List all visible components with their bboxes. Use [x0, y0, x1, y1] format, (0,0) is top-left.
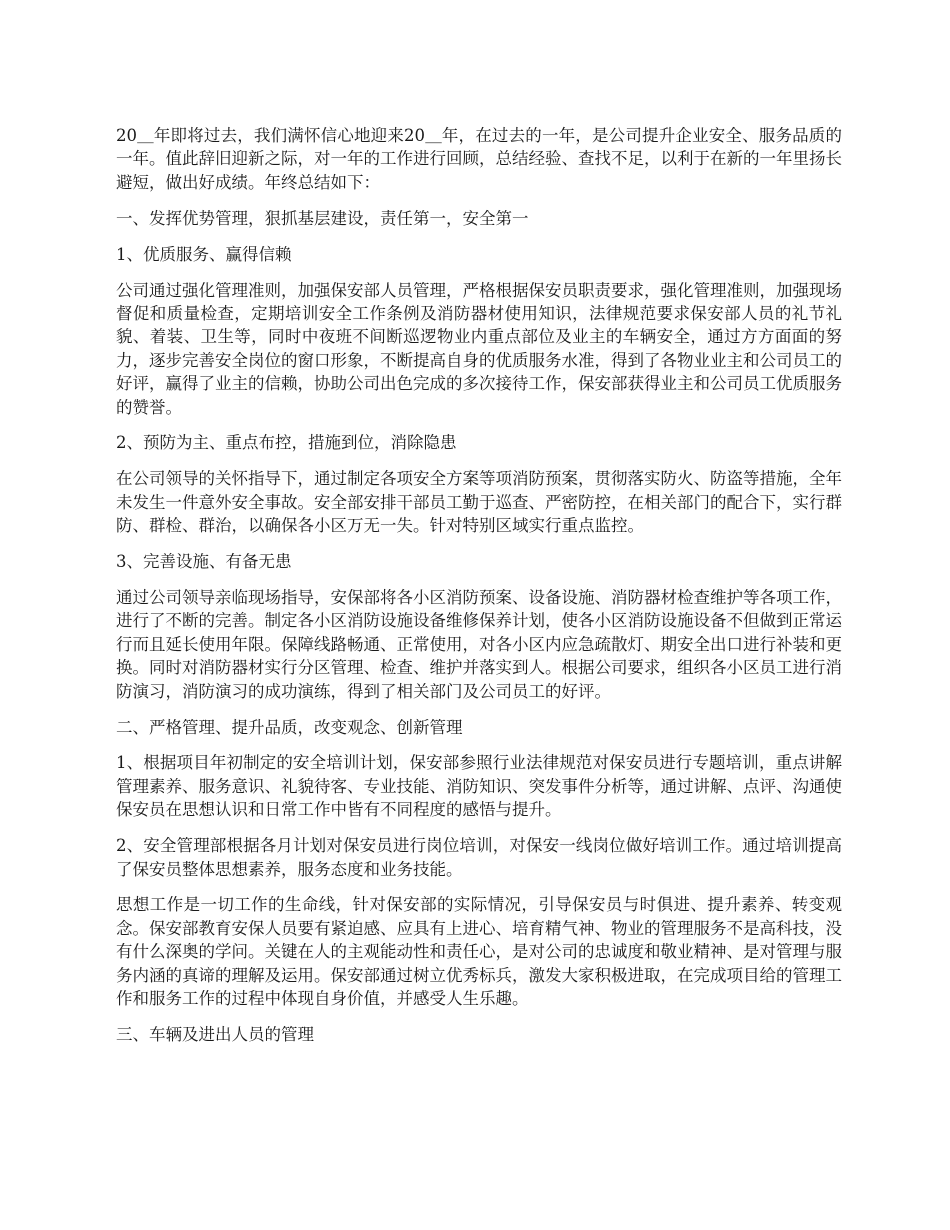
subheading-1-2: 2、预防为主、重点布控，措施到位，消除隐患	[116, 433, 457, 453]
body-paragraph: 思想工作是一切工作的生命线，针对保安部的实际情况，引导保安员与时俱进、提升素养、转变观念。保安部教育安保人员要有紧迫感、应具有上进心、培育精气神、物业的管理服务不是高科技，没有什么深奥的学问。关键在人的主观能动性和责任心，是对公司的忠诚度和敬业精神、是对管理与服务内涵的真谛的理解及运用。保安部通过树立优秀标兵，激发大家积极进取，在完成项目给的管理工作和服务工作的过程中体现自身价值，并感受人生乐趣。	[116, 895, 842, 1009]
body-paragraph: 通过公司领导亲临现场指导，安保部将各小区消防预案、设备设施、消防器材检查维护等各项工作，进行了不断的完善。制定各小区消防设施设备维修保养计划，使各小区消防设施设备不但做到正常运行而且延长使用年限。保障线路畅通、正常使用，对各小区内应急疏散灯、期安全出口进行补装和更换。同时对消防器材实行分区管理、检查、维护并落实到人。根据公司要求，组织各小区员工进行消防演习，消防演习的成功演练，得到了相关部门及公司员工的好评。	[116, 588, 842, 701]
section-heading-3: 三、车辆及进出人员的管理	[116, 1025, 314, 1044]
subheading-1-3: 3、完善设施、有备无患	[116, 552, 292, 572]
subheading-1-1: 1、优质服务、赢得信赖	[116, 244, 292, 264]
intro-paragraph: 20＿年即将过去，我们满怀信心地迎来20＿年，在过去的一年，是公司提升企业安全、服务品质的一年。值此辞旧迎新之际，对一年的工作进行回顾，总结经验、查找不足，以利于在新的一年里扬长避短，做出好成绩。年终总结如下：	[116, 126, 842, 192]
body-paragraph: 在公司领导的关怀指导下，通过制定各项安全方案等项消防预案，贯彻落实防火、防盗等措施，全年未发生一件意外安全事故。安全部安排干部员工勤于巡查、严密防控，在相关部门的配合下，实行群防、群检、群治，以确保各小区万无一失。针对特别区域实行重点监控。	[116, 469, 842, 536]
body-paragraph: 公司通过强化管理准则，加强保安部人员管理，严格根据保安员职责要求，强化管理准则，加强现场督促和质量检查，定期培训安全工作条例及消防器材使用知识，法律规范要求保安部人员的礼节礼貌、着装、卫生等，同时中夜班不间断巡逻物业内重点部位及业主的车辆安全，通过方方面面的努力，逐步完善安全岗位的窗口形象，不断提高自身的优质服务水准，得到了各物业业主和公司员工的好评，赢得了业主的信赖，协助公司出色完成的多次接待工作，保安部获得业主和公司员工优质服务的赞誉。	[116, 280, 842, 417]
section-heading-2: 二、严格管理、提升品质，改变观念、创新管理	[116, 717, 463, 737]
section-heading-1: 一、发挥优势管理，狠抓基层建设，责任第一，安全第一	[116, 208, 529, 228]
body-paragraph: 1、根据项目年初制定的安全培训计划，保安部参照行业法律规范对保安员进行专题培训，重点讲解管理素养、服务意识、礼貌待客、专业技能、消防知识、突发事件分析等，通过讲解、点评、沟通使保安员在思想认识和日常工作中皆有不同程度的感悟与提升。	[116, 753, 842, 820]
document-body	[116, 124, 842, 1059]
body-paragraph: 2、安全管理部根据各月计划对保安员进行岗位培训，对保安一线岗位做好培训工作。通过培训提高了保安员整体思想素养，服务态度和业务技能。	[116, 836, 842, 879]
